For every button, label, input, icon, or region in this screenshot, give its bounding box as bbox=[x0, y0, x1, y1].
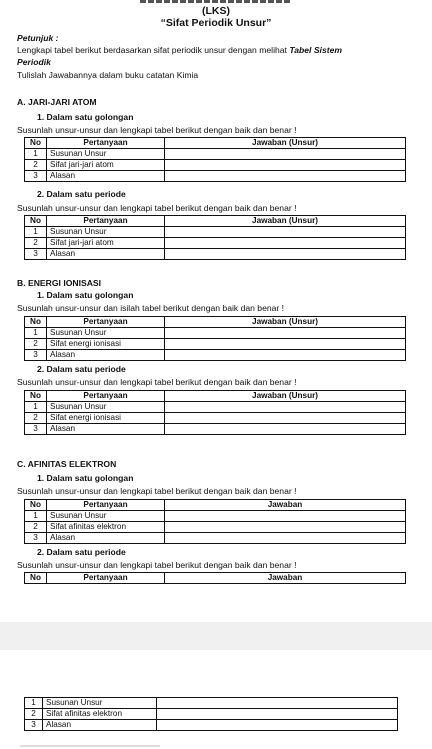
section-b-sub1-instruction: Susunlah unsur-unsur dan isilah tabel berikut dengan baik dan benar ! bbox=[17, 303, 285, 313]
table-row bbox=[25, 171, 406, 182]
table-header bbox=[25, 138, 406, 149]
row-no: 2 bbox=[25, 238, 47, 249]
header-pertanyaan: Pertanyaan bbox=[47, 138, 165, 149]
table-row bbox=[25, 149, 406, 160]
header-pertanyaan: Pertanyaan bbox=[47, 391, 165, 402]
answer-cell[interactable] bbox=[165, 522, 406, 533]
lks-label: (LKS) bbox=[202, 5, 230, 17]
row-question: Susunan Unsur bbox=[47, 328, 165, 339]
header-jawaban: Jawaban (Unsur) bbox=[165, 138, 406, 149]
answer-cell[interactable] bbox=[165, 350, 406, 361]
table-row bbox=[25, 238, 406, 249]
row-no: 1 bbox=[25, 698, 43, 709]
row-no: 3 bbox=[25, 424, 47, 435]
header-pertanyaan: Pertanyaan bbox=[47, 573, 165, 584]
answer-cell[interactable] bbox=[165, 249, 406, 260]
table-header bbox=[25, 391, 406, 402]
table-row bbox=[25, 339, 406, 350]
row-no: 3 bbox=[25, 171, 47, 182]
answer-cell[interactable] bbox=[165, 227, 406, 238]
answer-cell[interactable] bbox=[165, 339, 406, 350]
row-no: 1 bbox=[25, 149, 47, 160]
section-a-sub2-title: 2. Dalam satu periode bbox=[37, 189, 126, 199]
table-c2-continued bbox=[24, 697, 398, 731]
cropped-header-fragment bbox=[140, 0, 290, 3]
answer-cell[interactable] bbox=[165, 511, 406, 522]
page-break-band bbox=[0, 622, 432, 650]
header-no: No bbox=[25, 573, 47, 584]
answer-cell[interactable] bbox=[157, 698, 398, 709]
table-row bbox=[25, 160, 406, 171]
row-no: 2 bbox=[25, 522, 47, 533]
table-row bbox=[25, 413, 406, 424]
section-a-title: A. JARI-JARI ATOM bbox=[17, 97, 97, 107]
table-header bbox=[25, 573, 406, 584]
row-no: 2 bbox=[25, 709, 43, 720]
header-pertanyaan: Pertanyaan bbox=[47, 216, 165, 227]
row-no: 1 bbox=[25, 402, 47, 413]
table-row bbox=[25, 720, 398, 731]
instruction-line-2: Periodik bbox=[17, 57, 51, 67]
header-no: No bbox=[25, 317, 47, 328]
row-question: Alasan bbox=[47, 350, 165, 361]
row-no: 3 bbox=[25, 249, 47, 260]
header-no: No bbox=[25, 138, 47, 149]
header-jawaban: Jawaban bbox=[165, 573, 406, 584]
table-row bbox=[25, 424, 406, 435]
instruction-line-1: Lengkapi tabel berikut berdasarkan sifat periodik unsur dengan melihat Tabel Sistem bbox=[17, 45, 343, 55]
row-question: Sifat jari-jari atom bbox=[47, 238, 165, 249]
table-b2 bbox=[24, 390, 406, 435]
header-no: No bbox=[25, 500, 47, 511]
table-row bbox=[25, 249, 406, 260]
section-b-sub2-title: 2. Dalam satu periode bbox=[37, 364, 126, 374]
row-question: Susunan Unsur bbox=[47, 227, 165, 238]
header-jawaban: Jawaban (Unsur) bbox=[165, 216, 406, 227]
row-no: 3 bbox=[25, 720, 43, 731]
section-a-sub1-instruction: Susunlah unsur-unsur dan lengkapi tabel berikut dengan baik dan benar ! bbox=[17, 125, 297, 135]
section-c-sub2-title: 2. Dalam satu periode bbox=[37, 547, 126, 557]
table-a2 bbox=[24, 215, 406, 260]
answer-cell[interactable] bbox=[165, 424, 406, 435]
instruction-line-3: Tulislah Jawabannya dalam buku catatan Kimia bbox=[17, 70, 199, 80]
row-no: 2 bbox=[25, 160, 47, 171]
row-question: Alasan bbox=[47, 171, 165, 182]
table-c2 bbox=[24, 572, 406, 584]
table-b1 bbox=[24, 316, 406, 361]
table-row bbox=[25, 227, 406, 238]
header-no: No bbox=[25, 391, 47, 402]
section-a-sub1-title: 1. Dalam satu golongan bbox=[37, 112, 134, 122]
section-b-title: B. ENERGI IONISASI bbox=[17, 278, 102, 288]
table-header bbox=[25, 216, 406, 227]
petunjuk-label: Petunjuk : bbox=[17, 33, 59, 43]
row-no: 2 bbox=[25, 339, 47, 350]
table-row bbox=[25, 709, 398, 720]
row-question: Susunan Unsur bbox=[47, 149, 165, 160]
table-header bbox=[25, 500, 406, 511]
cropped-footer-fragment bbox=[20, 745, 160, 747]
table-row bbox=[25, 533, 406, 544]
section-c-sub2-instruction: Susunlah unsur-unsur dan lengkapi tabel berikut dengan baik dan benar ! bbox=[17, 560, 297, 570]
row-no: 1 bbox=[25, 328, 47, 339]
section-c-sub1-title: 1. Dalam satu golongan bbox=[37, 473, 134, 483]
row-question: Susunan Unsur bbox=[47, 402, 165, 413]
section-b-sub2-instruction: Susunlah unsur-unsur dan lengkapi tabel berikut dengan baik dan benar ! bbox=[17, 377, 297, 387]
row-question: Susunan Unsur bbox=[47, 511, 165, 522]
table-a1 bbox=[24, 137, 406, 182]
row-question: Alasan bbox=[47, 424, 165, 435]
row-question: Sifat afinitas elektron bbox=[47, 522, 165, 533]
answer-cell[interactable] bbox=[165, 328, 406, 339]
table-row bbox=[25, 511, 406, 522]
header-no: No bbox=[25, 216, 47, 227]
table-c1 bbox=[24, 499, 406, 544]
table-row bbox=[25, 522, 406, 533]
row-question: Sifat energi ionisasi bbox=[47, 339, 165, 350]
header-pertanyaan: Pertanyaan bbox=[47, 500, 165, 511]
row-question: Alasan bbox=[47, 249, 165, 260]
row-question: Susunan Unsur bbox=[43, 698, 157, 709]
row-question: Sifat afinitas elektron bbox=[43, 709, 157, 720]
table-row bbox=[25, 402, 406, 413]
row-no: 3 bbox=[25, 533, 47, 544]
header-jawaban: Jawaban (Unsur) bbox=[165, 391, 406, 402]
header-jawaban: Jawaban (Unsur) bbox=[165, 317, 406, 328]
table-header bbox=[25, 317, 406, 328]
answer-cell[interactable] bbox=[165, 160, 406, 171]
answer-cell[interactable] bbox=[165, 533, 406, 544]
row-no: 3 bbox=[25, 350, 47, 361]
row-question: Alasan bbox=[47, 533, 165, 544]
section-b-sub1-title: 1. Dalam satu golongan bbox=[37, 290, 134, 300]
answer-cell[interactable] bbox=[165, 413, 406, 424]
page-title: “Sifat Periodik Unsur” bbox=[160, 17, 272, 29]
row-no: 1 bbox=[25, 227, 47, 238]
answer-cell[interactable] bbox=[165, 149, 406, 160]
header-jawaban: Jawaban bbox=[165, 500, 406, 511]
row-question: Sifat energi ionisasi bbox=[47, 413, 165, 424]
section-c-title: C. AFINITAS ELEKTRON bbox=[17, 459, 117, 469]
row-question: Alasan bbox=[43, 720, 157, 731]
section-c-sub1-instruction: Susunlah unsur-unsur dan lengkapi tabel berikut dengan baik dan benar ! bbox=[17, 486, 297, 496]
answer-cell[interactable] bbox=[165, 171, 406, 182]
header-pertanyaan: Pertanyaan bbox=[47, 317, 165, 328]
table-row bbox=[25, 328, 406, 339]
row-no: 1 bbox=[25, 511, 47, 522]
answer-cell[interactable] bbox=[165, 238, 406, 249]
answer-cell[interactable] bbox=[157, 720, 398, 731]
answer-cell[interactable] bbox=[157, 709, 398, 720]
row-question: Sifat jari-jari atom bbox=[47, 160, 165, 171]
answer-cell[interactable] bbox=[165, 402, 406, 413]
row-no: 2 bbox=[25, 413, 47, 424]
table-row bbox=[25, 698, 398, 709]
table-row bbox=[25, 350, 406, 361]
section-a-sub2-instruction: Susunlah unsur-unsur dan lengkapi tabel berikut dengan baik dan benar ! bbox=[17, 203, 297, 213]
